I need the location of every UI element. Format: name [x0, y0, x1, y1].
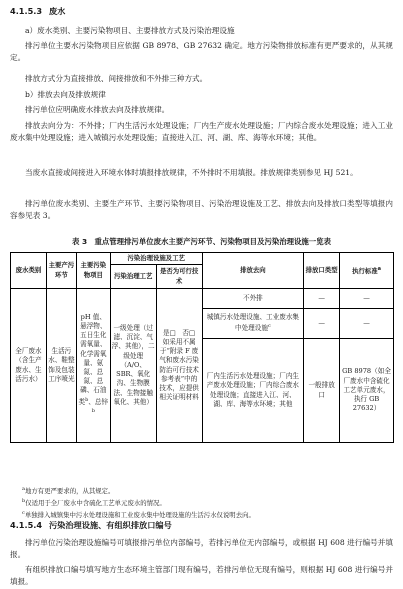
para-b-body3: 当废水直接或间接进入环境水体时填报排放规律，不外排时不用填报。排放规律类别参见 HJ 521。: [25, 168, 358, 177]
cell-feasible: 是□ 否□ 如采用不属于“附录 F 废气和废水污染防治可行技术参考表”中的技术，应提供相关证明材料: [156, 289, 202, 443]
section-heading-4154: [10, 520, 172, 531]
note-b: [22, 496, 255, 508]
section-number: 4.1.5.3: [10, 6, 43, 16]
header-feasible: 是否为可行技术: [156, 265, 202, 289]
header-standard-label: 执行标准: [352, 266, 378, 275]
cell-outlet-2: —: [304, 309, 340, 339]
table-notes: [22, 484, 255, 520]
cell-destination-1: 不外排: [202, 289, 304, 309]
section-number: 4.1.5.4: [10, 520, 43, 530]
table-caption: 表 3 重点管理排污单位废水主要产污环节、污染物项目及污染治理设施一览表: [71, 237, 331, 246]
note-text: 仅适用于全厂废水中含硫化工艺单元废水的情况。: [25, 499, 166, 508]
cell-category: 全厂废水（含生产废水、生活污水）: [11, 289, 47, 443]
header-treatment-group: 污染治理设施及工艺: [110, 253, 202, 265]
header-standard: [340, 253, 394, 289]
pollutants-sup: b: [85, 396, 89, 403]
cell-outlet-3: 一般排放口: [304, 339, 340, 443]
header-pollutants: 主要污染物项目: [76, 253, 110, 289]
note-a: [22, 484, 255, 496]
section-title: 污染治理设施、有组织排放口编号: [48, 520, 172, 530]
cell-treatment: 一级处理（过滤、沉淀、气浮、其他），二级处理（A/O、SBR、氧化沟、生物膜法、生物接触氧化、其他）: [110, 289, 156, 443]
para-b-body4: 排污单位废水类别、主要生产环节、主要污染物项目、污染治理设施及工艺、排放去向及排放口类型等填报内容参见表 3。: [10, 199, 393, 221]
para-b-body: 排污单位应明确废水排放去向及排放规律。: [25, 105, 170, 114]
pollutants-sup2: b: [91, 407, 95, 414]
header-standard-sup: a: [377, 265, 381, 272]
note-c: [22, 508, 255, 520]
para-c-body: 排污单位污染治理设施编号可填报排污单位内部编号，若排污单位无内部编号，或根据 HJ 608 进行编号并填报。: [10, 538, 393, 560]
header-treatment-process: 污染治理工艺: [110, 265, 156, 289]
para-a-body: 排污单位主要水污染物项目应依据 GB 8978、GB 27632 确定。地方污染物排放标准有更严要求的，从其规定。: [10, 41, 393, 63]
pollution-table: [10, 252, 394, 443]
destination-2-sup: c: [267, 323, 271, 330]
header-outlet-type: 排放口类型: [304, 253, 340, 289]
section-heading-4153: [10, 6, 65, 17]
para-b-heading: b）排放去向及排放规律: [25, 90, 106, 99]
para-a-heading: a）废水类别、主要污染物项目、主要排放方式及污染治理设施: [25, 26, 235, 35]
section-title: 废水: [48, 6, 66, 16]
destination-2-text: 城镇污水处理设施、工业废水集中处理设施: [206, 313, 300, 333]
cell-standard-3: GB 8978（如全厂废水中含硫化工艺单元废水，执行 GB 27632）: [340, 339, 394, 443]
note-text: 地方有更严要求的，从其规定。: [24, 487, 115, 496]
cell-destination-2: [202, 309, 304, 339]
note-text: 单独排入城镇集中污水处理设施和工业废水集中处理设施的生活污水仅说明去向。: [24, 511, 255, 520]
note-sup: c: [22, 510, 25, 517]
para-b-body2: 排放去向分为：不外排；厂内生活污水处理设施；厂内生产废水处理设施；厂内综合废水处理设施；进入工业废水集中处理设施；进入城镇污水处理设施；直接进入江、河、湖、库、海等水环境；其他。: [10, 121, 393, 143]
header-destination: 排放去向: [202, 253, 304, 289]
cell-outlet-1: —: [304, 289, 340, 309]
cell-pollutants: [76, 289, 110, 443]
para-a-body2: 排放方式分为直接排放、间接排放和不外排三种方式。: [25, 74, 208, 83]
note-sup: a: [22, 486, 25, 492]
cell-process: 生活污水、鞋整饰及包装工序喷光: [46, 289, 76, 443]
cell-destination-3: 厂内生活污水处理设施；厂内生产废水处理设施；厂内综合废水处理设施；直接进入江、河、湖、库、海等水环境；其他: [202, 339, 304, 443]
pollutants-tail: 、总锌: [88, 397, 109, 406]
header-wastewater-type: 废水类别: [11, 253, 47, 289]
para-c-body2: 有组织排放口编号填写地方生态环境主管部门现有编号，若排污单位无现有编号，则根据 HJ 608 进行编号并填报。: [10, 565, 393, 587]
header-process: 主要产污环节: [46, 253, 76, 289]
pollutants-text: pH 值、悬浮物、五日生化需氧量、化学需氧量、氨氮、总氮、总磷、石油类: [78, 312, 107, 406]
note-sup: b: [22, 498, 26, 505]
cell-standard-2: —: [340, 309, 394, 339]
cell-standard-1: —: [340, 289, 394, 309]
